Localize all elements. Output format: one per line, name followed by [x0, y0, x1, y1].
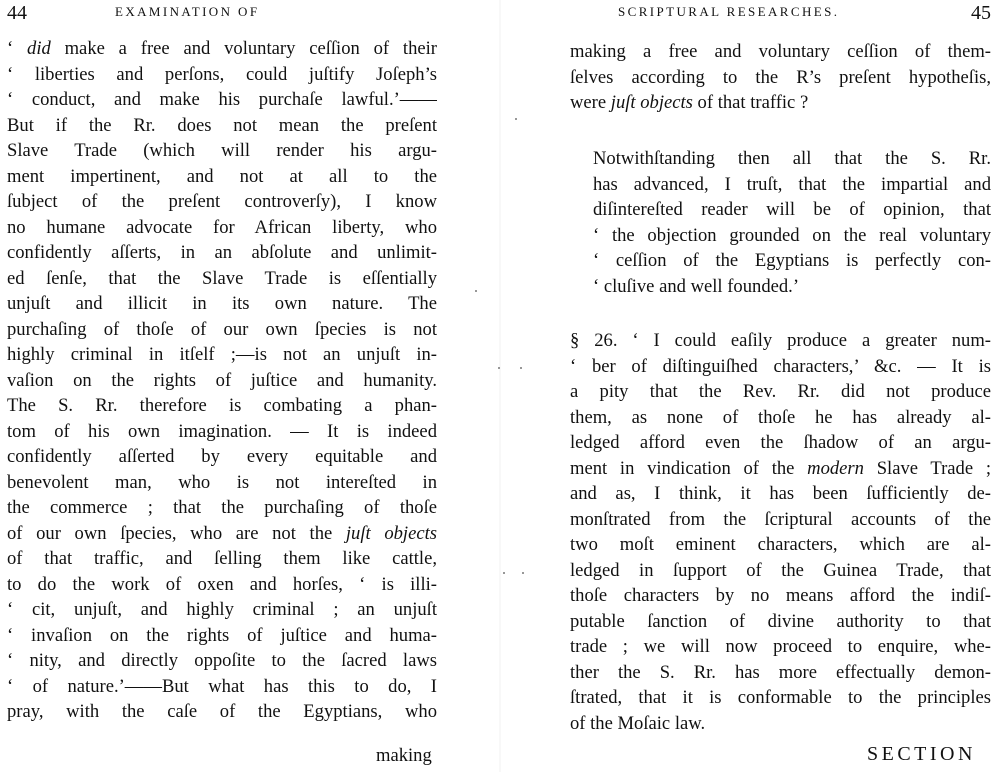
- left-page-number: 44: [7, 2, 27, 24]
- paper-speck: [503, 572, 505, 574]
- text-line: ‘ the objection grounded on the real voluntary: [593, 224, 991, 246]
- text-line: § 26. ‘ I could eaſily produce a greater num-: [570, 330, 991, 351]
- right-catchword: SECTION: [867, 743, 976, 765]
- text-line: ‘ conduct, and make his purchaſe lawful.’——: [7, 89, 437, 110]
- text-line: ment in vindication of the modern Slave Trade ;: [570, 457, 991, 479]
- text-line: But if the Rr. does not mean the preſent: [7, 114, 437, 136]
- text-line: trade ; we will now proceed to enquire, whe-: [570, 636, 991, 657]
- text-line: monſtrated from the ſcriptural accounts of the: [570, 508, 991, 530]
- text-line: vaſion on the rights of juſtice and humanity.: [7, 369, 437, 391]
- text-line: ‘ cluſive and well founded.’: [593, 275, 800, 297]
- paper-speck: [498, 367, 500, 369]
- text-line: unjuſt and illicit in its own nature. The: [7, 293, 437, 314]
- text-line: benevolent man, who is not intereſted in: [7, 471, 437, 493]
- text-line: of the Moſaic law.: [570, 712, 706, 734]
- text-line: ledged in ſupport of the Guinea Trade, that: [570, 559, 991, 581]
- text-line: The S. Rr. therefore is combating a phan-: [7, 395, 437, 416]
- text-line: ſtrated, that it is conformable to the principles: [570, 687, 991, 708]
- text-line: purchaſing of thoſe of our own ſpecies is not: [7, 318, 437, 340]
- left-running-head: [7, 4, 437, 26]
- text-line: making a free and voluntary ceſſion of them-: [570, 41, 991, 62]
- text-line: thoſe characters by no means afford the indiſ-: [570, 585, 991, 606]
- text-line: ‘ cit, unjuſt, and highly criminal ; an unjuſt: [7, 599, 437, 620]
- right-paragraph-3: [570, 328, 991, 736]
- text-line: tom of his own imagination. — It is indeed: [7, 420, 437, 442]
- text-line: confidently aſſerted by every equitable and: [7, 446, 437, 467]
- paper-speck: [522, 572, 524, 574]
- text-line: ſubject of the preſent controverſy), I know: [7, 191, 437, 212]
- left-catchword: making: [376, 745, 432, 766]
- right-paragraph-1: [570, 39, 991, 116]
- text-line: diſintereſted reader will be of opinion, that: [593, 199, 991, 220]
- text-line: the commerce ; that the purchaſing of thoſe: [7, 497, 437, 518]
- right-running-head: [570, 4, 991, 26]
- text-line: ‘ ceſſion of the Egyptians is perfectly con-: [593, 250, 991, 271]
- text-line: and as, I think, it has been ſufficiently de-: [570, 483, 991, 504]
- text-line: ‘ nity, and directly oppoſite to the ſacred laws: [7, 650, 437, 671]
- text-line: Notwithſtanding then all that the S. Rr.: [593, 148, 991, 169]
- text-line: ther the S. Rr. has more effectually demon-: [570, 661, 991, 683]
- text-line: confidently aſſerts, in an abſolute and unlimit-: [7, 242, 437, 263]
- text-line: ment impertinent, and not at all to the: [7, 165, 437, 187]
- paper-speck: [515, 118, 517, 120]
- text-line: no humane advocate for African liberty, who: [7, 216, 437, 238]
- text-line: two moſt eminent characters, which are al-: [570, 534, 991, 555]
- text-line: of that traffic, and ſelling them like cattle,: [7, 548, 437, 569]
- text-line: them, as none of thoſe he has already al-: [570, 406, 991, 428]
- text-line: a pity that the Rev. Rr. did not produce: [570, 381, 991, 402]
- text-line: of our own ſpecies, who are not the juſt objects: [7, 522, 437, 544]
- text-line: pray, with the caſe of the Egyptians, who: [7, 701, 437, 722]
- paper-speck: [475, 290, 477, 292]
- text-line: ‘ of nature.’——But what has this to do, I: [7, 675, 437, 697]
- text-line: ed ſenſe, that the Slave Trade is eſſentially: [7, 267, 437, 289]
- text-line: highly criminal in itſelf ;—is not an unjuſt in-: [7, 344, 437, 365]
- right-running-head-title: SCRIPTURAL RESEARCHES.: [618, 4, 840, 19]
- paper-speck: [520, 367, 522, 369]
- right-page-number: 45: [971, 2, 991, 24]
- text-line: ‘ invaſion on the rights of juſtice and huma-: [7, 624, 437, 646]
- text-line: putable ſanction of divine authority to that: [570, 610, 991, 632]
- text-line: Slave Trade (which will render his argu-: [7, 140, 437, 161]
- text-line: ledged afford even the ſhadow of an argu-: [570, 432, 991, 453]
- text-line: ſelves according to the R’s preſent hypotheſis,: [570, 66, 991, 88]
- text-line: ‘ did make a free and voluntary ceſſion of their: [7, 38, 437, 59]
- text-line: to do the work of oxen and horſes, ‘ is illi-: [7, 573, 437, 595]
- text-line: were juſt objects of that traffic ?: [570, 92, 809, 113]
- text-line: ‘ ber of diſtinguiſhed characters,’ &c. — It is: [570, 355, 991, 377]
- text-line: ‘ liberties and perſons, could juſtify Joſeph’s: [7, 63, 437, 85]
- text-line: has advanced, I truſt, that the impartial and: [593, 173, 991, 195]
- left-page-text: [7, 36, 437, 725]
- right-paragraph-2: [593, 146, 991, 299]
- left-running-head-title: EXAMINATION OF: [115, 4, 260, 19]
- right-page: [500, 0, 1000, 772]
